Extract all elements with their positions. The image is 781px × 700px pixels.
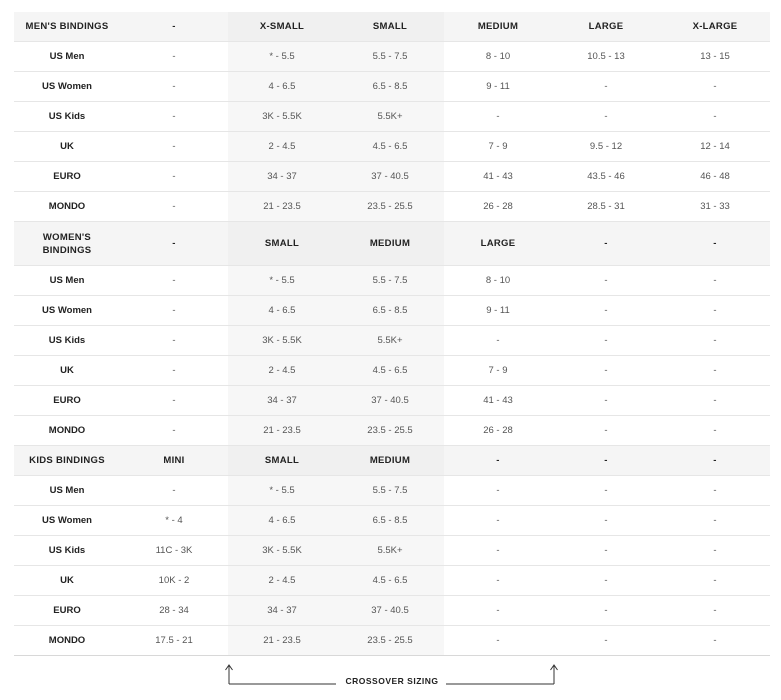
size-range-cell: - xyxy=(552,536,660,566)
size-range-cell: 10.5 - 13 xyxy=(552,42,660,72)
size-range-cell: 5.5 - 7.5 xyxy=(336,42,444,72)
size-range-cell: * - 5.5 xyxy=(228,476,336,506)
size-range-cell: - xyxy=(120,356,228,386)
size-range-cell: 6.5 - 8.5 xyxy=(336,296,444,326)
size-range-cell: 37 - 40.5 xyxy=(336,386,444,416)
size-column-header: MEDIUM xyxy=(336,222,444,266)
section-header-row xyxy=(14,12,770,42)
size-column-header: - xyxy=(660,446,770,476)
size-range-cell: 31 - 33 xyxy=(660,192,770,222)
size-range-cell: 2 - 4.5 xyxy=(228,566,336,596)
size-column-header: LARGE xyxy=(552,12,660,42)
size-range-cell: - xyxy=(552,626,660,656)
size-range-cell: 2 - 4.5 xyxy=(228,356,336,386)
section-title: MEN'S BINDINGS xyxy=(14,12,120,42)
size-range-cell: - xyxy=(444,596,552,626)
size-range-cell: 3K - 5.5K xyxy=(228,326,336,356)
table-row xyxy=(14,386,770,416)
size-column-header: - xyxy=(444,446,552,476)
size-range-cell: 34 - 37 xyxy=(228,386,336,416)
table-row xyxy=(14,506,770,536)
size-range-cell: 23.5 - 25.5 xyxy=(336,192,444,222)
size-system-label: US Men xyxy=(14,476,120,506)
size-range-cell: 21 - 23.5 xyxy=(228,626,336,656)
size-range-cell: 23.5 - 25.5 xyxy=(336,416,444,446)
table-row xyxy=(14,192,770,222)
size-range-cell: - xyxy=(660,596,770,626)
size-system-label: MONDO xyxy=(14,416,120,446)
size-range-cell: - xyxy=(120,296,228,326)
size-range-cell: 5.5 - 7.5 xyxy=(336,266,444,296)
size-system-label: US Women xyxy=(14,506,120,536)
table-row xyxy=(14,566,770,596)
size-range-cell: - xyxy=(444,626,552,656)
size-range-cell: 34 - 37 xyxy=(228,162,336,192)
section-title: WOMEN'S BINDINGS xyxy=(14,222,120,266)
size-range-cell: 3K - 5.5K xyxy=(228,536,336,566)
size-range-cell: * - 5.5 xyxy=(228,42,336,72)
size-range-cell: 12 - 14 xyxy=(660,132,770,162)
size-range-cell: - xyxy=(120,192,228,222)
size-column-header: X-SMALL xyxy=(228,12,336,42)
size-system-label: US Kids xyxy=(14,326,120,356)
size-range-cell: 34 - 37 xyxy=(228,596,336,626)
size-range-cell: - xyxy=(444,566,552,596)
size-range-cell: - xyxy=(660,326,770,356)
size-range-cell: - xyxy=(444,476,552,506)
size-range-cell: 26 - 28 xyxy=(444,416,552,446)
size-range-cell: - xyxy=(552,72,660,102)
size-range-cell: - xyxy=(552,476,660,506)
size-range-cell: 37 - 40.5 xyxy=(336,596,444,626)
size-range-cell: 4 - 6.5 xyxy=(228,72,336,102)
size-system-label: US Kids xyxy=(14,536,120,566)
size-range-cell: - xyxy=(552,506,660,536)
size-system-label: MONDO xyxy=(14,192,120,222)
binding-size-table xyxy=(14,12,770,656)
size-range-cell: - xyxy=(660,626,770,656)
section-header-row xyxy=(14,446,770,476)
size-range-cell: 6.5 - 8.5 xyxy=(336,506,444,536)
size-range-cell: - xyxy=(660,266,770,296)
size-range-cell: - xyxy=(552,296,660,326)
size-column-header: - xyxy=(552,222,660,266)
size-range-cell: 46 - 48 xyxy=(660,162,770,192)
size-system-label: UK xyxy=(14,356,120,386)
size-range-cell: 21 - 23.5 xyxy=(228,192,336,222)
size-range-cell: - xyxy=(120,132,228,162)
size-range-cell: 43.5 - 46 xyxy=(552,162,660,192)
size-column-header: MEDIUM xyxy=(444,12,552,42)
size-range-cell: - xyxy=(552,356,660,386)
size-column-header: MINI xyxy=(120,446,228,476)
size-range-cell: * - 4 xyxy=(120,506,228,536)
size-range-cell: - xyxy=(120,386,228,416)
size-range-cell: 37 - 40.5 xyxy=(336,162,444,192)
size-range-cell: 4.5 - 6.5 xyxy=(336,132,444,162)
size-range-cell: - xyxy=(660,386,770,416)
crossover-sizing-label: CROSSOVER SIZING xyxy=(345,676,439,686)
size-range-cell: - xyxy=(660,536,770,566)
size-range-cell: 13 - 15 xyxy=(660,42,770,72)
size-range-cell: - xyxy=(552,102,660,132)
size-range-cell: 5.5 - 7.5 xyxy=(336,476,444,506)
size-range-cell: 11C - 3K xyxy=(120,536,228,566)
size-column-header: MEDIUM xyxy=(336,446,444,476)
table-row xyxy=(14,596,770,626)
table-row xyxy=(14,162,770,192)
size-range-cell: 23.5 - 25.5 xyxy=(336,626,444,656)
section-title: KIDS BINDINGS xyxy=(14,446,120,476)
size-system-label: EURO xyxy=(14,596,120,626)
table-row xyxy=(14,132,770,162)
size-range-cell: * - 5.5 xyxy=(228,266,336,296)
size-range-cell: - xyxy=(120,326,228,356)
size-range-cell: 4.5 - 6.5 xyxy=(336,356,444,386)
size-range-cell: - xyxy=(552,566,660,596)
size-range-cell: - xyxy=(552,596,660,626)
size-system-label: US Kids xyxy=(14,102,120,132)
size-range-cell: 5.5K+ xyxy=(336,102,444,132)
table-row xyxy=(14,296,770,326)
arrow-up-icon xyxy=(551,665,558,670)
table-row xyxy=(14,476,770,506)
table-row xyxy=(14,266,770,296)
size-range-cell: 10K - 2 xyxy=(120,566,228,596)
size-range-cell: 28 - 34 xyxy=(120,596,228,626)
size-range-cell: - xyxy=(660,296,770,326)
size-range-cell: 8 - 10 xyxy=(444,266,552,296)
size-column-header: SMALL xyxy=(228,222,336,266)
table-row xyxy=(14,326,770,356)
size-range-cell: - xyxy=(120,162,228,192)
size-range-cell: 26 - 28 xyxy=(444,192,552,222)
size-range-cell: 4 - 6.5 xyxy=(228,506,336,536)
size-column-header: - xyxy=(660,222,770,266)
size-range-cell: 3K - 5.5K xyxy=(228,102,336,132)
size-range-cell: 4.5 - 6.5 xyxy=(336,566,444,596)
size-range-cell: - xyxy=(120,102,228,132)
size-range-cell: - xyxy=(120,42,228,72)
size-range-cell: - xyxy=(552,416,660,446)
size-range-cell: 41 - 43 xyxy=(444,162,552,192)
size-column-header: X-LARGE xyxy=(660,12,770,42)
size-range-cell: 6.5 - 8.5 xyxy=(336,72,444,102)
size-column-header: - xyxy=(552,446,660,476)
table-row xyxy=(14,42,770,72)
size-range-cell: 2 - 4.5 xyxy=(228,132,336,162)
size-range-cell: - xyxy=(444,536,552,566)
size-column-header: SMALL xyxy=(336,12,444,42)
size-range-cell: - xyxy=(660,416,770,446)
size-range-cell: 5.5K+ xyxy=(336,326,444,356)
size-range-cell: - xyxy=(660,566,770,596)
size-range-cell: 17.5 - 21 xyxy=(120,626,228,656)
size-range-cell: 28.5 - 31 xyxy=(552,192,660,222)
table-row xyxy=(14,416,770,446)
size-range-cell: - xyxy=(660,506,770,536)
size-system-label: US Women xyxy=(14,72,120,102)
size-system-label: US Men xyxy=(14,266,120,296)
size-range-cell: - xyxy=(120,266,228,296)
size-column-header: LARGE xyxy=(444,222,552,266)
size-system-label: US Women xyxy=(14,296,120,326)
arrow-up-icon xyxy=(226,665,233,670)
table-row xyxy=(14,536,770,566)
size-range-cell: - xyxy=(552,266,660,296)
size-range-cell: - xyxy=(444,506,552,536)
size-range-cell: - xyxy=(444,102,552,132)
size-range-cell: - xyxy=(120,416,228,446)
size-column-header: - xyxy=(120,222,228,266)
section-header-row xyxy=(14,222,770,266)
size-column-header: SMALL xyxy=(228,446,336,476)
size-range-cell: 8 - 10 xyxy=(444,42,552,72)
table-row xyxy=(14,626,770,656)
size-range-cell: 21 - 23.5 xyxy=(228,416,336,446)
size-range-cell: - xyxy=(660,356,770,386)
size-column-header: - xyxy=(120,12,228,42)
size-range-cell: 4 - 6.5 xyxy=(228,296,336,326)
size-system-label: UK xyxy=(14,132,120,162)
size-range-cell: 7 - 9 xyxy=(444,356,552,386)
size-system-label: US Men xyxy=(14,42,120,72)
size-range-cell: 5.5K+ xyxy=(336,536,444,566)
size-range-cell: - xyxy=(120,476,228,506)
size-range-cell: - xyxy=(552,386,660,416)
size-range-cell: 9 - 11 xyxy=(444,296,552,326)
table-row xyxy=(14,356,770,386)
size-system-label: EURO xyxy=(14,162,120,192)
size-range-cell: - xyxy=(120,72,228,102)
size-range-cell: 41 - 43 xyxy=(444,386,552,416)
size-range-cell: 9 - 11 xyxy=(444,72,552,102)
size-range-cell: 9.5 - 12 xyxy=(552,132,660,162)
size-system-label: MONDO xyxy=(14,626,120,656)
size-range-cell: 7 - 9 xyxy=(444,132,552,162)
size-system-label: EURO xyxy=(14,386,120,416)
size-range-cell: - xyxy=(660,476,770,506)
table-row xyxy=(14,72,770,102)
size-range-cell: - xyxy=(444,326,552,356)
size-system-label: UK xyxy=(14,566,120,596)
size-range-cell: - xyxy=(660,102,770,132)
size-range-cell: - xyxy=(660,72,770,102)
table-row xyxy=(14,102,770,132)
size-range-cell: - xyxy=(552,326,660,356)
